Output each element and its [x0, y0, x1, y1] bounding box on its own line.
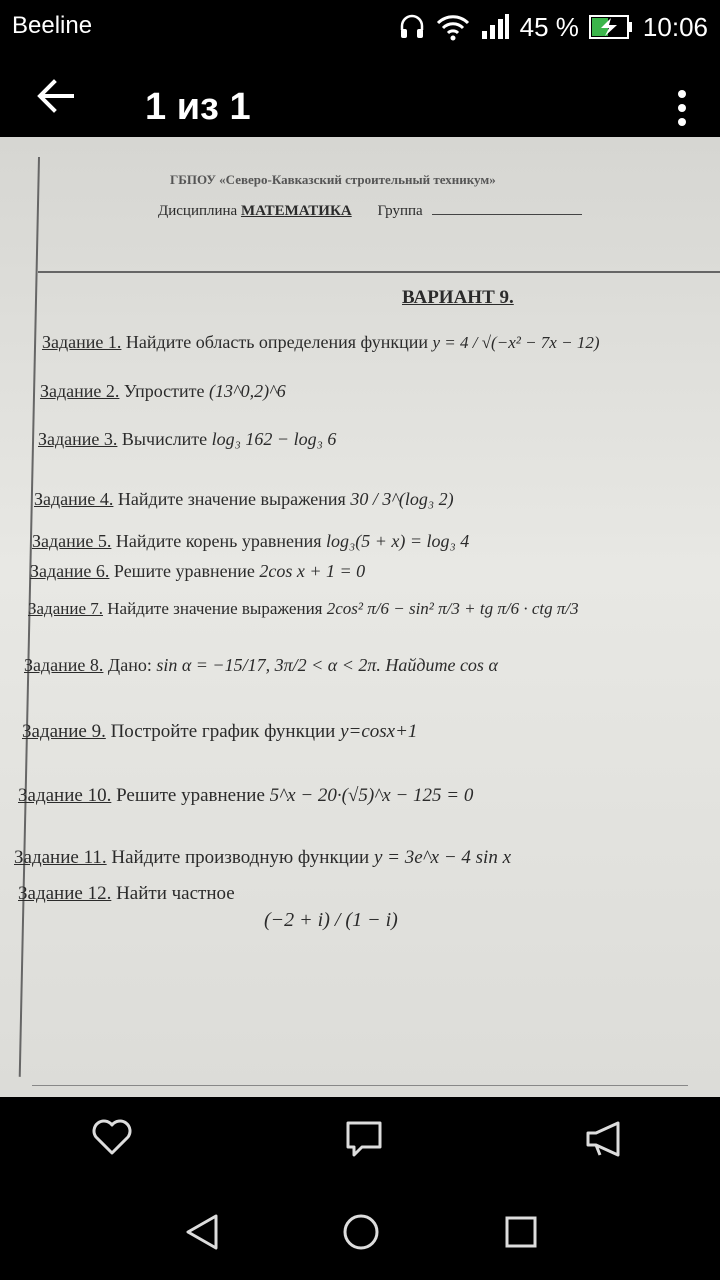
- task-formula: y = 3e^x − 4 sin x: [373, 847, 512, 868]
- discipline-line: [158, 203, 582, 220]
- discipline-label: Дисциплина: [158, 203, 238, 219]
- bottom-action-bar: [0, 1097, 720, 1177]
- square-recent-icon[interactable]: [504, 1215, 538, 1249]
- task-formula: log₃(5 + x) = log₃ 4: [326, 531, 470, 551]
- task-text: Найдите производную функции: [111, 847, 370, 868]
- task-text: Найдите область определения функции: [125, 332, 428, 352]
- document-photo[interactable]: [0, 137, 720, 1097]
- task-6: [30, 561, 365, 582]
- task-2: [40, 381, 286, 402]
- task-9: [22, 721, 417, 743]
- clock: 10:06: [642, 11, 708, 42]
- header-divider: [38, 271, 720, 273]
- battery-charging-icon: [589, 14, 633, 40]
- task-text: Вычислите: [121, 429, 208, 449]
- task-text: Найдите значение выражения: [117, 489, 346, 509]
- comment-icon[interactable]: [344, 1119, 384, 1159]
- task-4: [34, 489, 454, 510]
- task-text: Найдите корень уравнения: [115, 531, 322, 551]
- task-3: [38, 429, 336, 450]
- task-label: Задание 10.: [18, 785, 112, 806]
- task-formula: log₃ 162 − log₃ 6: [211, 429, 337, 449]
- heart-icon[interactable]: [90, 1117, 134, 1157]
- footer-line: [32, 1085, 688, 1086]
- task-label: Задание 6.: [30, 561, 110, 581]
- task-formula: 2cos x + 1 = 0: [259, 561, 366, 581]
- battery-percent: 45 %: [519, 11, 579, 42]
- system-navigation-bar: [0, 1177, 720, 1280]
- task-text: Решите уравнение: [113, 561, 255, 581]
- task-label: Задание 5.: [32, 531, 112, 551]
- task-10: [18, 785, 473, 807]
- task-formula: sin α = −15/17, 3π/2 < α < 2π. Найдите cos α: [156, 655, 498, 675]
- task-text: Решите уравнение: [116, 785, 265, 806]
- task-text: Найдите значение выражения: [107, 599, 323, 618]
- task-12: [18, 883, 235, 905]
- institution-header: ГБПОУ «Северо-Кавказский строительный техникум»: [170, 172, 496, 187]
- task-label: Задание 7.: [28, 599, 103, 618]
- task-7: [28, 599, 579, 619]
- task-label: Задание 3.: [38, 429, 118, 449]
- top-app-bar: [0, 56, 720, 136]
- wifi-icon: [436, 13, 470, 41]
- task-label: Задание 1.: [42, 332, 122, 352]
- megaphone-icon[interactable]: [584, 1119, 624, 1159]
- task-label: Задание 9.: [22, 721, 106, 742]
- task-8: [24, 655, 498, 676]
- variant-heading: ВАРИАНТ 9.: [402, 287, 514, 308]
- task-12-formula: (−2 + i) / (1 − i): [264, 909, 398, 931]
- task-formula: 2cos² π/6 − sin² π/3 + tg π/6 · ctg π/3: [326, 599, 579, 618]
- group-label: Группа: [377, 203, 423, 219]
- exam-sheet: [0, 137, 720, 1097]
- task-1: [42, 332, 599, 353]
- signal-icon: [480, 13, 510, 41]
- group-blank: [432, 214, 582, 215]
- task-text: Постройте график функции: [110, 721, 336, 742]
- more-vert-icon[interactable]: [672, 88, 692, 128]
- task-formula: y=cosx+1: [340, 721, 418, 742]
- task-formula: 30 / 3^(log₃ 2): [350, 489, 454, 509]
- task-label: Задание 8.: [24, 655, 104, 675]
- task-formula: y = 4 / √(−x² − 7x − 12): [432, 333, 600, 352]
- carrier-name: Beeline: [12, 12, 93, 39]
- task-text: Упростите: [123, 381, 205, 401]
- status-bar: [0, 0, 720, 56]
- task-label: Задание 12.: [18, 883, 112, 904]
- task-text: Дано:: [107, 655, 152, 675]
- triangle-back-icon[interactable]: [184, 1213, 220, 1251]
- headphones-icon: [398, 13, 426, 41]
- task-label: Задание 2.: [40, 381, 120, 401]
- task-formula: (13^0,2)^6: [209, 381, 286, 401]
- status-indicators: [398, 10, 708, 44]
- discipline-value: МАТЕМАТИКА: [240, 203, 352, 219]
- task-5: [32, 531, 469, 552]
- task-formula: 5^x − 20·(√5)^x − 125 = 0: [269, 785, 474, 806]
- arrow-left-icon[interactable]: [32, 74, 82, 118]
- page-counter-title: 1 из 1: [145, 86, 251, 128]
- task-11: [14, 847, 511, 869]
- task-label: Задание 11.: [14, 847, 107, 868]
- circle-home-icon[interactable]: [342, 1213, 380, 1251]
- task-text: Найти частное: [116, 883, 235, 904]
- task-label: Задание 4.: [34, 489, 114, 509]
